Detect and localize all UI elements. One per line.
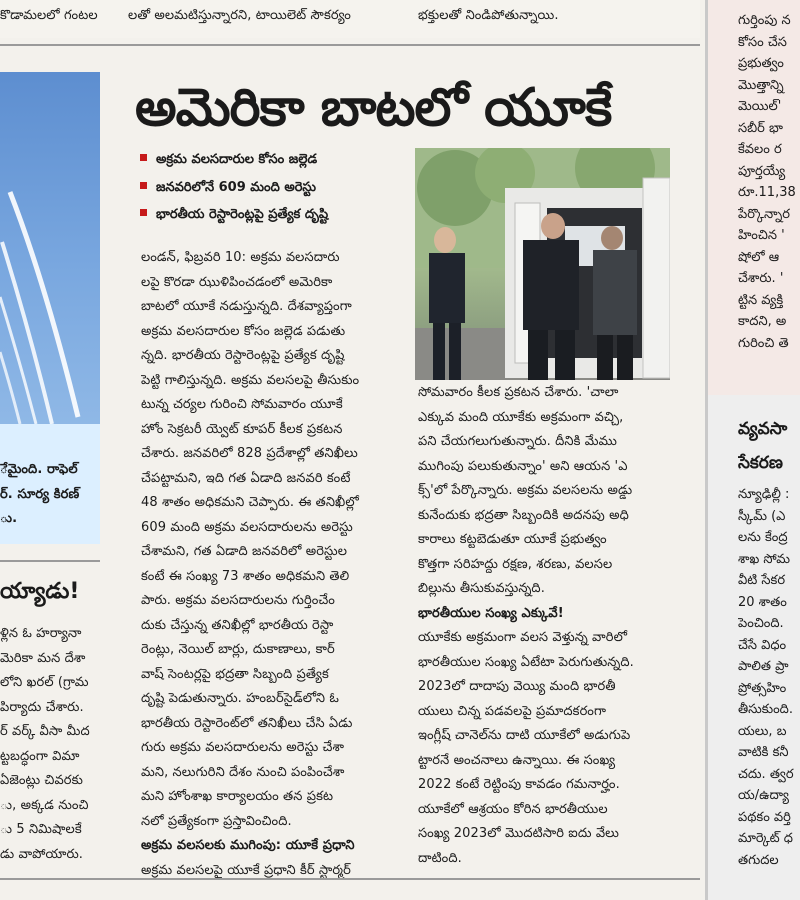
body-line: మని, నలుగురిని దేశం నుంచి పంపించేశా	[141, 764, 345, 780]
body-line: కారాలు కట్టబెడుతూ యూకే ప్రభుత్వం	[418, 532, 607, 547]
column-1-subhead: అక్రమ వలసలకు ముగింపు: యూకే ప్రధాని	[141, 838, 355, 853]
body-line: స్కీమ్ (ఎ	[738, 508, 786, 524]
body-line: ముగింపు పలుకుతున్నాం' అని ఆయన 'ఎ	[418, 458, 628, 474]
body-line: మెయిల్'	[738, 99, 782, 114]
body-line: రూ.11,38	[738, 185, 796, 200]
right-column-divider	[705, 0, 708, 900]
left-article-body	[0, 622, 100, 867]
body-line: శాఖ సోమ	[738, 551, 790, 567]
body-line: యూకేకు అక్రమంగా వలస వెళ్తున్న వారిలో	[418, 630, 628, 645]
article-headline: అమెరికా బాటలో యూకే	[135, 78, 612, 138]
square-bullet-icon	[140, 209, 147, 216]
caption-line: ు.	[0, 511, 18, 526]
contrail-graphic	[0, 72, 100, 424]
body-line: ప్రభుత్వం	[738, 56, 784, 71]
body-line: ట్టబద్ధంగా విమా	[0, 748, 80, 764]
bullet-item	[140, 174, 405, 202]
left-headline: య్యాడు!	[0, 579, 80, 604]
body-line: ు 5 నిమిషాలకే	[0, 822, 82, 837]
body-line: యులు చిన్న పడవలపై ప్రమాదకరంగా	[418, 703, 607, 719]
body-line: ు, అక్కడ నుంచి	[0, 797, 89, 813]
body-line: యలు, బ	[738, 723, 787, 739]
body-line: ట్టారనే అంచనాలు ఉన్నాయి. ఈ సంఖ్య	[418, 752, 616, 768]
body-line: డు వాపోయారు.	[0, 846, 84, 862]
body-line: మార్కెట్ ధ	[738, 831, 793, 846]
body-line: సంఖ్య 2023లో మొదటిసారి ఐదు వేలు	[418, 826, 619, 841]
body-line: 20 శాతం	[738, 594, 787, 610]
caption-line: ేమైంది. రాఫెల్	[0, 462, 78, 477]
body-line: హించిన '	[738, 228, 785, 243]
article-column-1	[141, 246, 406, 883]
body-line: కునేందుకు భద్రతా సిబ్బందికి అదనపు అధి	[418, 507, 629, 523]
body-line: వాష్ సెంటర్లపై భద్రతా సిబ్బంది ప్రత్యేక	[141, 666, 329, 682]
body-line: వాటికి కనీ	[738, 745, 789, 760]
body-line: బాటలో యూకే నడుస్తున్నది. దేశవ్యాప్తంగా	[141, 299, 352, 314]
body-line: భారతీయ రెస్టారెంట్‌లో తనిఖీలు చేసి ఏడు	[141, 715, 353, 731]
body-line: సబీర్ భా	[738, 120, 783, 136]
body-line: ఎక్కువ మంది యూకేకు అక్రమంగా వచ్చి,	[418, 409, 624, 425]
top-divider	[0, 44, 700, 46]
body-line: దృష్టి పెడుతున్నారు. హంబర్‌సైడ్‌లోని ఓ	[141, 691, 339, 706]
body-line: పెట్టి గాలిస్తున్నది. అక్రమ వలసలపై తీసుకుం	[141, 372, 360, 388]
column-2-subhead: భారతీయుల సంఖ్య ఎక్కువే!	[418, 605, 564, 621]
headline-line: సేకరణ	[738, 453, 783, 473]
bottom-divider	[0, 878, 700, 880]
body-line: క్స్'లో పేర్కొన్నారు. అక్రమ వలసలను అడ్డు	[418, 483, 633, 498]
body-line: చదు. త్వర	[738, 766, 794, 782]
strip-text-col1: కొడామలలో గంటల	[0, 8, 98, 23]
body-line: చేపట్టామని, ఇది గత ఏడాది జనవరి కంటే	[141, 470, 351, 486]
article-column-2	[418, 381, 673, 871]
body-line: రెంట్లు, నెయిల్ బార్లు, దుకాణాలు, కార్	[141, 642, 335, 657]
body-line: భారతీయుల సంఖ్య ఏటేటా పెరుగుతున్నది.	[418, 654, 634, 670]
body-line: 609 మంది అక్రమ వలసదారులను అరెస్టు	[141, 519, 353, 535]
body-line: న్నది. భారతీయ రెస్టారెంట్లపై ప్రత్యేక దృష్టి	[141, 348, 345, 363]
body-line: మొత్తాన్ని	[738, 77, 784, 93]
body-line: చేశామని, గత ఏడాది జనవరిలో అరెస్టుల	[141, 544, 348, 559]
body-line: దుకు చేస్తున్న తనిఖీల్లో భారతీయ రెస్టా	[141, 617, 334, 633]
body-line: నలో ప్రత్యేకంగా ప్రస్తావించింది.	[141, 813, 292, 829]
left-divider	[0, 560, 100, 562]
body-line: కంటే ఈ సంఖ్య 73 శాతం అధికమని తెలి	[141, 568, 350, 584]
body-line: ప్రోత్సహిం	[738, 680, 787, 696]
body-line: పూర్తయ్యే	[738, 163, 786, 179]
headline-line: వ్యవసా	[738, 419, 788, 439]
body-line: బిల్లును తీసుకువస్తున్నది.	[418, 581, 545, 596]
body-line: అక్రమ వలసదారుల కోసం జల్లెడ పడుతు	[141, 323, 346, 339]
body-line: కోసం చేస	[738, 34, 787, 50]
body-line: లోని ఖరల్ (గ్రామ	[0, 675, 89, 690]
square-bullet-icon	[140, 154, 147, 161]
body-line: మెరికా మన దేశా	[0, 650, 86, 666]
bullet-list	[140, 146, 405, 229]
bullet-text: భారతీయ రెస్టారెంట్లపై ప్రత్యేక దృష్టి	[156, 207, 329, 222]
body-line: ఇంగ్లీష్ చానెల్‌ను దాటి యూకేలో అడుగుపె	[418, 728, 631, 743]
body-line: చేశారు. జనవరిలో 828 ప్రదేశాల్లో తనిఖీలు	[141, 446, 358, 461]
body-line: పిర్యాదు చేశారు.	[0, 699, 84, 715]
strip-text-col2: లతో అలమటిస్తున్నారని, టాయిలెట్ సౌకర్యం	[128, 8, 351, 23]
body-line: పని చేయగలుగుతున్నారు. దీనికి మేము	[418, 434, 617, 449]
body-line: గుర్తింపు న	[738, 13, 791, 28]
right-bottom-article-body	[738, 484, 800, 871]
body-line: గురు అక్రమ వలసదారులను అరెస్టు చేశా	[141, 740, 345, 755]
body-line: 48 శాతం అధికమని చెప్పారు. ఈ తనిఖీల్లో	[141, 495, 359, 510]
body-line: మని హోంశాఖ కార్యాలయం తన ప్రకట	[141, 789, 334, 804]
bullet-item	[140, 146, 405, 174]
body-line: తగుదల	[738, 852, 779, 868]
bullet-item	[140, 201, 405, 229]
body-line: అక్రమ వలసలపై యూకే ప్రధాని కీర్ స్టార్మర్	[141, 862, 351, 878]
left-photo-caption-box	[0, 424, 100, 544]
body-line: 2022 కంటే రెట్టింపు కావడం గమనార్హం.	[418, 777, 620, 792]
body-line: షోలో ఆ	[738, 249, 780, 265]
body-line: లను కేంద్ర	[738, 530, 788, 545]
body-line: పాలిత ప్రా	[738, 659, 789, 674]
body-line: ఏజెంట్లు చివరకు	[0, 773, 83, 788]
body-line: దాటింది.	[418, 850, 462, 866]
body-line: వీటి సేకర	[738, 573, 786, 588]
bullet-text: జనవరిలోనే 609 మంది అరెస్టు	[156, 179, 317, 195]
bullet-text: అక్రమ వలసదారుల కోసం జల్లెడ	[156, 152, 318, 167]
body-line: కేవలం ర	[738, 142, 782, 157]
body-line: టున్న చర్యల గురించి సోమవారం యూకే	[141, 397, 343, 412]
body-line: లండన్, ఫిబ్రవరి 10: అక్రమ వలసదారు	[141, 250, 340, 265]
body-line: యూకేలో ఆశ్రయం కోరిన భారతీయుల	[418, 801, 608, 817]
body-line: పారు. అక్రమ వలసదారులను గుర్తించేం	[141, 593, 335, 608]
body-line: హోం సెక్రటరీ య్వెట్ కూపర్ కీలక ప్రకటన	[141, 421, 343, 437]
body-line: న్యూఢిల్లీ :	[738, 487, 790, 502]
body-line: సోమవారం కీలక ప్రకటన చేశారు. 'చాలా	[418, 385, 619, 400]
caption-line: ర్. సూర్య కిరణ్	[0, 486, 80, 502]
right-headline	[738, 412, 800, 480]
body-line: తీసుకుంది.	[738, 702, 793, 717]
body-line: కాదని, అ	[738, 314, 787, 329]
body-line: లపై కొరడా ఝుళిపించడంలో అమెరికా	[141, 274, 333, 290]
police-scene-graphic	[415, 148, 670, 380]
body-line: పథకం వర్తి	[738, 809, 791, 825]
body-line: ళ్లిన ఓ హర్యానా	[0, 626, 82, 641]
police-van-photo	[415, 148, 670, 380]
square-bullet-icon	[140, 182, 147, 189]
body-line: ర్ వర్క్ వీసా మీద	[0, 724, 90, 739]
body-line: చేసే విధం	[738, 637, 787, 653]
right-top-article-body	[738, 10, 800, 354]
body-line: ట్టిన వ్యక్తి	[738, 292, 784, 308]
body-line: పెంచింది.	[738, 616, 784, 631]
body-line: య/ఉద్యా	[738, 788, 789, 803]
body-line: పేర్కొన్నార	[738, 206, 790, 222]
body-line: చేశారు. '	[738, 271, 784, 286]
body-line: గురించి తె	[738, 335, 789, 351]
body-line: 2023లో దాదాపు వెయ్యి మంది భారతీ	[418, 679, 616, 694]
jet-contrail-photo	[0, 72, 100, 424]
body-line: కొత్తగా సరిహద్దు రక్షణ, శరణు, వలసల	[418, 556, 613, 572]
strip-text-col3: భక్తులతో నిండిపోతున్నాయి.	[418, 8, 559, 23]
